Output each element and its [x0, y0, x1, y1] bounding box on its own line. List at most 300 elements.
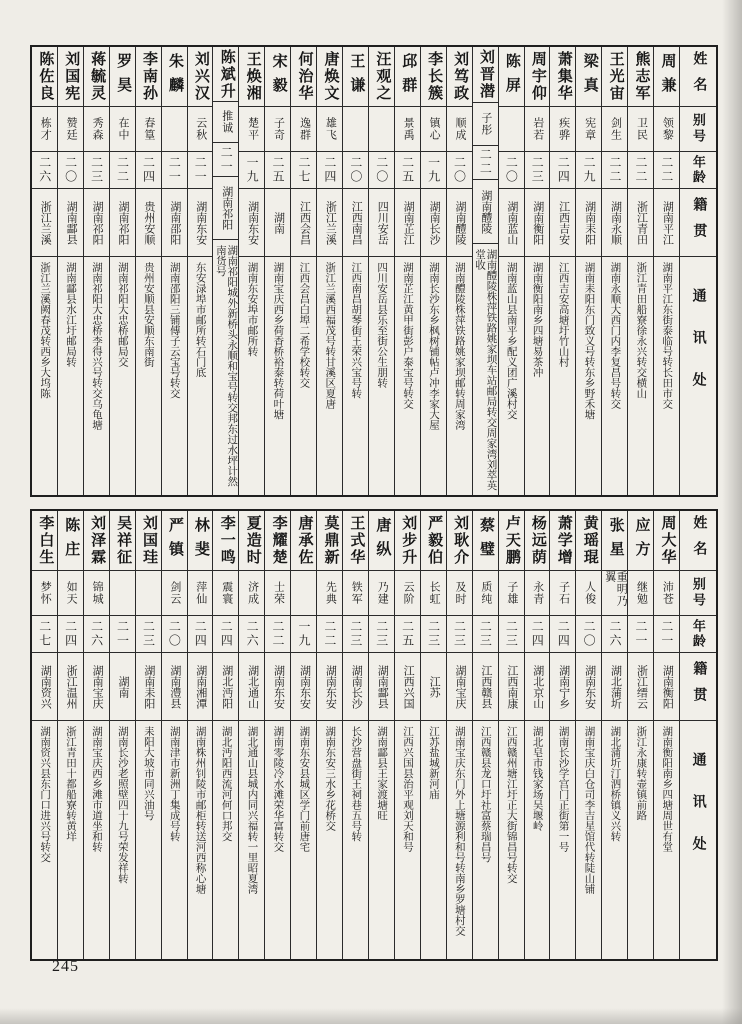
entry-name — [576, 511, 601, 571]
entry-alias — [188, 107, 213, 152]
entry-alias — [58, 107, 83, 152]
entry-native-place-text: 江西南昌 — [350, 200, 363, 245]
entry-age — [84, 152, 109, 189]
entry-alias — [84, 107, 109, 152]
entry-native-place — [110, 653, 135, 721]
entry-name-text: 吴祥征 — [115, 515, 132, 566]
entry-age-text: 二四 — [63, 620, 78, 648]
entry-address — [499, 257, 524, 495]
entry-address-text: 湖南平江东街泰临号转长田市交 — [661, 262, 673, 409]
entry-alias — [32, 107, 57, 152]
header-column — [680, 47, 716, 495]
header-address-label — [680, 257, 716, 495]
entry-alias-text: 春篁 — [142, 117, 155, 141]
entry-age — [162, 152, 187, 189]
entry-age — [162, 616, 187, 653]
entry-age-text: 二六 — [608, 620, 623, 648]
entry-age-text: 二一 — [219, 145, 234, 174]
entry-native-place-text: 湖南醴陵 — [479, 189, 492, 234]
entry-age-text: 二七 — [37, 620, 52, 648]
entry-age-text: 二二 — [271, 620, 286, 648]
entry-native-place — [265, 653, 290, 721]
header-name-label-text: 姓名 — [691, 50, 707, 103]
entry-age — [628, 616, 653, 653]
entry-column — [58, 511, 84, 959]
entry-column — [447, 47, 473, 495]
entry-age — [265, 616, 290, 653]
entry-name — [447, 511, 472, 571]
entry-address-text: 湖南酃县王家渡塘旺 — [376, 726, 388, 821]
entry-name — [136, 511, 161, 571]
entry-name-text: 刘泽霖 — [89, 515, 106, 566]
entry-name-text: 严毅伯 — [426, 515, 443, 566]
entry-name — [602, 511, 627, 571]
entry-column — [162, 47, 188, 495]
entry-column — [628, 47, 654, 495]
entry-name — [473, 47, 498, 103]
roster-table-top — [30, 45, 718, 497]
entry-column — [32, 511, 58, 959]
entry-address — [317, 721, 342, 959]
entry-name-text: 陈斌升 — [218, 48, 235, 100]
entry-native-place — [473, 180, 498, 244]
entry-address-text: 湖南东安埠市邮所转 — [246, 262, 258, 357]
entry-address-text: 四川安岳县乐至街公生朋转 — [376, 262, 388, 388]
entry-name — [421, 511, 446, 571]
entry-name-text: 唐焕文 — [322, 51, 339, 102]
entry-alias — [447, 107, 472, 152]
header-native-place-label — [680, 653, 716, 721]
entry-address-text: 湖南长沙学宫门正街第一号 — [557, 726, 569, 852]
entry-age-text: 二六 — [245, 620, 260, 648]
entry-name — [628, 511, 653, 571]
entry-age — [602, 616, 627, 653]
entry-column — [447, 511, 473, 959]
entry-address — [550, 721, 575, 959]
entry-name-text: 唐承佐 — [296, 515, 313, 566]
entry-name — [343, 47, 368, 107]
entry-native-place — [317, 653, 342, 721]
entry-column — [32, 47, 58, 495]
entry-column — [188, 511, 214, 959]
entry-native-place-text: 湖南酃县 — [376, 664, 389, 709]
entry-name-text: 刘步升 — [400, 515, 417, 566]
entry-alias-text: 宪章 — [583, 117, 596, 141]
entry-age — [239, 152, 264, 189]
entry-name-text: 熊志军 — [633, 51, 650, 102]
entry-address-text: 湖南长沙老照壁四十九号荣发祥转 — [116, 726, 128, 884]
entry-name-text: 杨远荫 — [529, 515, 546, 566]
entry-alias — [213, 102, 238, 143]
entry-alias — [421, 571, 446, 616]
entry-address — [213, 240, 238, 495]
entry-age-text: 二〇 — [582, 620, 597, 648]
entry-address-text: 东安渌埠市邮所转石门底 — [194, 262, 206, 378]
entry-native-place-text: 湖南耒阳 — [583, 200, 596, 245]
entry-name — [136, 47, 161, 107]
entry-native-place — [395, 653, 420, 721]
entry-age-text: 二三 — [478, 620, 493, 648]
entry-column — [136, 511, 162, 959]
entry-column — [473, 511, 499, 959]
header-native-place-label-text: 籍贯 — [691, 196, 707, 249]
entry-column — [291, 511, 317, 959]
entry-alias — [317, 107, 342, 152]
entry-alias — [84, 571, 109, 616]
entry-column — [525, 47, 551, 495]
entry-alias — [576, 571, 601, 616]
entry-name — [110, 47, 135, 107]
entry-age — [369, 616, 394, 653]
entry-native-place-text: 湖南宝庆 — [453, 664, 466, 709]
entry-age-text: 一九 — [245, 156, 260, 184]
entry-address — [447, 721, 472, 959]
entry-age — [602, 152, 627, 189]
entry-name — [499, 47, 524, 107]
entry-column — [395, 511, 421, 959]
entry-age-text: 二〇 — [374, 156, 389, 184]
entry-alias — [136, 571, 161, 616]
entry-name-text: 何治华 — [296, 51, 313, 102]
entry-native-place-text: 湖南东安 — [583, 664, 596, 709]
entry-native-place — [239, 189, 264, 257]
entry-address-text: 浙江青田船寮徐永兴转交横山 — [635, 262, 647, 399]
entry-age — [421, 616, 446, 653]
entry-age-text: 二三 — [374, 620, 389, 648]
entry-address — [369, 721, 394, 959]
entry-native-place — [369, 653, 394, 721]
entry-address — [265, 257, 290, 495]
entry-native-place — [188, 189, 213, 257]
entry-address — [343, 257, 368, 495]
entry-age-text: 二四 — [556, 156, 571, 184]
entry-native-place — [239, 653, 264, 721]
entry-name — [291, 511, 316, 571]
entry-address — [628, 257, 653, 495]
entry-column — [395, 47, 421, 495]
entry-address — [576, 257, 601, 495]
entry-alias-text: 子奇 — [272, 117, 285, 141]
entry-name-text: 卢天鹏 — [503, 515, 520, 566]
entry-alias — [628, 107, 653, 152]
entry-address-text: 耒阳大坡市同兴油号 — [142, 726, 154, 821]
entry-alias — [550, 571, 575, 616]
entry-age-text: 二一 — [633, 620, 648, 648]
entry-age — [188, 152, 213, 189]
entry-alias-text: 子雄 — [505, 581, 518, 605]
entry-native-place — [447, 653, 472, 721]
entry-column — [343, 511, 369, 959]
entry-age — [265, 152, 290, 189]
entry-native-place — [162, 653, 187, 721]
entry-column — [369, 511, 395, 959]
entry-native-place-text: 湖南宝庆 — [91, 664, 104, 709]
entry-native-place-text: 湖南长沙 — [350, 664, 363, 709]
entry-address-text: 湖南零陵冷水滩荣华富转交 — [272, 726, 284, 852]
entry-address-text: 湖南酃县水江圩邮局转 — [65, 262, 77, 367]
entry-address — [654, 721, 679, 959]
entry-name — [58, 47, 83, 107]
entry-address-text: 江苏盐城新河庙 — [427, 726, 439, 800]
entry-native-place-text: 湖南东安 — [324, 664, 337, 709]
entry-column — [473, 47, 499, 495]
entry-alias — [525, 571, 550, 616]
entry-alias — [110, 571, 135, 616]
entry-native-place-text: 湖南祁阳 — [220, 186, 233, 231]
entry-address-text: 湖南株州钊陵市邮柜转送河西称心塘 — [194, 726, 206, 894]
entry-age — [654, 616, 679, 653]
header-age-label — [680, 152, 716, 189]
entry-native-place-text: 湖南 — [272, 211, 285, 234]
entry-address — [58, 721, 83, 959]
entry-name-text: 刘国珪 — [141, 515, 158, 566]
entry-alias-text: 锦城 — [91, 581, 104, 605]
entry-name-text: 刘兴汉 — [192, 51, 209, 102]
entry-native-place — [136, 189, 161, 257]
entry-name — [421, 47, 446, 107]
entry-name-text: 陈庄 — [63, 516, 80, 565]
header-alias-label — [680, 571, 716, 616]
entry-column — [654, 47, 680, 495]
entry-alias — [188, 571, 213, 616]
entry-alias — [602, 107, 627, 152]
entry-name — [291, 47, 316, 107]
entry-alias-text: 沛苍 — [661, 581, 674, 605]
entry-address — [628, 721, 653, 959]
entry-native-place — [628, 653, 653, 721]
entry-name-text: 宋毅 — [270, 52, 287, 101]
entry-native-place-text: 湖南东安 — [246, 200, 259, 245]
entry-age-text: 二一 — [115, 620, 130, 648]
entry-native-place — [447, 189, 472, 257]
entry-column — [525, 511, 551, 959]
entry-native-place-text: 湖北沔阳 — [220, 664, 233, 709]
entry-column — [265, 511, 291, 959]
entry-name — [369, 511, 394, 571]
entry-address — [58, 257, 83, 495]
entry-native-place-text: 湖南资兴 — [39, 664, 52, 709]
entry-address — [84, 257, 109, 495]
entry-alias-text: 如天 — [65, 581, 78, 605]
entry-column — [317, 47, 343, 495]
entry-name — [525, 511, 550, 571]
entry-address — [265, 721, 290, 959]
entry-name — [550, 47, 575, 107]
entry-name-text: 严镇 — [166, 516, 183, 565]
entry-alias — [291, 571, 316, 616]
entry-name-text: 邱群 — [400, 52, 417, 101]
entry-alias — [473, 571, 498, 616]
entry-address-text: 湖南宝庆西乡滩市道坐和转 — [90, 726, 102, 852]
entry-native-place — [602, 189, 627, 257]
entry-address-text: 湖南醴陵株萍铁路姚家坝邮转周家湾 — [453, 262, 465, 430]
entry-native-place — [576, 189, 601, 257]
entry-name — [84, 511, 109, 571]
entry-age — [188, 616, 213, 653]
entry-native-place-text: 湖南东安 — [194, 200, 207, 245]
entry-address — [421, 257, 446, 495]
entry-native-place — [343, 189, 368, 257]
entry-name — [32, 47, 57, 107]
entry-column — [602, 47, 628, 495]
entry-alias-text: 先典 — [324, 581, 337, 605]
entry-native-place — [291, 653, 316, 721]
entry-alias — [239, 571, 264, 616]
header-name-label-text: 姓名 — [691, 514, 707, 567]
entry-address-text: 湖南宝庆西乡荷香桥裕泰转荷叶塘 — [272, 262, 284, 420]
header-age-label — [680, 616, 716, 653]
entry-name — [499, 511, 524, 571]
entry-native-place-text: 湖南澧县 — [168, 664, 181, 709]
entry-column — [136, 47, 162, 495]
entry-age-text: 二三 — [141, 620, 156, 648]
entry-address — [602, 721, 627, 959]
entry-age-text: 二〇 — [452, 156, 467, 184]
entry-age — [421, 152, 446, 189]
entry-name — [628, 47, 653, 107]
entry-native-place-text: 湖南湘潭 — [194, 664, 207, 709]
entry-address-text: 湖南衡阳南乡四塘易茶冲 — [531, 262, 543, 378]
entry-alias-text: 人俊 — [583, 581, 596, 605]
entry-name — [654, 47, 679, 107]
entry-native-place — [188, 653, 213, 721]
entry-alias-text: 赞廷 — [65, 117, 78, 141]
header-alias-label-text: 别号 — [690, 577, 706, 609]
entry-native-place — [58, 653, 83, 721]
entry-column — [84, 511, 110, 959]
header-alias-label — [680, 107, 716, 152]
entry-address — [525, 721, 550, 959]
entry-alias-text: 铁军 — [350, 581, 363, 605]
entry-name — [265, 511, 290, 571]
entry-native-place — [550, 653, 575, 721]
entry-age-text: 二四 — [530, 620, 545, 648]
entry-address-text: 湖南宝庆白仓司李吉星馆代转陡山铺 — [583, 726, 595, 894]
entry-address — [343, 721, 368, 959]
entry-age — [84, 616, 109, 653]
entry-age — [473, 146, 498, 181]
entry-column — [265, 47, 291, 495]
entry-alias — [110, 107, 135, 152]
entry-native-place-text: 湖南永顺 — [609, 200, 622, 245]
entry-age-text: 二一 — [659, 620, 674, 648]
entry-native-place-text: 湖南衡阳 — [531, 200, 544, 245]
entry-native-place — [654, 189, 679, 257]
entry-name — [395, 511, 420, 571]
entry-age — [550, 152, 575, 189]
entry-alias-text: 永青 — [531, 581, 544, 605]
entry-alias-text: 震寰 — [220, 581, 233, 605]
entry-address — [395, 257, 420, 495]
entry-address-text: 湖南长沙东乡枫树铺帖卢冲李家大屋 — [427, 262, 439, 430]
entry-address-text: 湖南邵阳三铺傅子云宝号转交 — [168, 262, 180, 399]
entry-name — [602, 47, 627, 107]
entry-native-place — [317, 189, 342, 257]
entry-alias — [473, 103, 498, 145]
entry-address-text: 湖南蓝山县南平乡配义团广溪村交 — [505, 262, 517, 420]
header-native-place-label — [680, 189, 716, 257]
entry-name-text: 林斐 — [192, 516, 209, 565]
entry-age-text: 二六 — [37, 156, 52, 184]
entry-native-place-text: 湖南 — [117, 675, 129, 698]
entry-name-text: 刘笃政 — [452, 51, 469, 102]
entry-alias — [136, 107, 161, 152]
entry-age-text: 二三 — [426, 620, 441, 648]
entry-age — [239, 616, 264, 653]
entry-age — [317, 152, 342, 189]
entry-alias-text: 栋才 — [39, 117, 52, 141]
entry-address-text: 湖北沔阳西流河何口邦交 — [220, 726, 232, 842]
entry-alias-text: 长虹 — [428, 581, 441, 605]
entry-column — [84, 47, 110, 495]
entry-age-text: 二五 — [400, 156, 415, 184]
entry-address-text: 湖南衡阳南乡四塘周世有堂 — [661, 726, 673, 852]
entry-alias-text: 梦怀 — [39, 581, 52, 605]
entry-age — [136, 616, 161, 653]
entry-age-text: 二〇 — [348, 156, 363, 184]
entry-alias-text: 剑云 — [168, 581, 181, 605]
entry-native-place — [213, 653, 238, 721]
entry-native-place — [265, 189, 290, 257]
entry-name — [525, 47, 550, 107]
entry-native-place-text: 湖北蒲圻 — [609, 664, 622, 709]
entry-column — [499, 511, 525, 959]
entry-native-place — [58, 189, 83, 257]
entry-native-place-text: 浙江兰溪 — [324, 200, 337, 245]
entry-native-place-text: 湖南邵阳 — [168, 200, 181, 245]
entry-column — [110, 47, 136, 495]
entry-name — [188, 511, 213, 571]
entry-name-text: 周宇仰 — [529, 51, 546, 102]
entry-age — [291, 152, 316, 189]
entry-address — [291, 721, 316, 959]
entry-column — [550, 47, 576, 495]
entry-name-text: 莫鼎新 — [322, 515, 339, 566]
header-age-label-text: 年龄 — [690, 155, 706, 185]
entry-native-place-text: 湖南东安 — [272, 664, 285, 709]
entry-address — [136, 257, 161, 495]
header-age-label-text: 年龄 — [690, 619, 706, 649]
entry-alias — [447, 571, 472, 616]
entry-alias-text: 剑生 — [609, 117, 622, 141]
entry-name-text: 刘国宪 — [63, 51, 80, 102]
page-number: 245 — [52, 958, 79, 975]
entry-age — [343, 616, 368, 653]
entry-address-text: 浙江兰溪西福茂号转甘溪区夏唐 — [324, 262, 336, 409]
entry-name — [58, 511, 83, 571]
entry-age — [110, 152, 135, 189]
entry-age — [654, 152, 679, 189]
entry-age-text: 二三 — [452, 620, 467, 648]
entry-address-text: 湖南永顺大西门内李复昌号转交 — [609, 262, 621, 409]
entry-address-text: 江西南昌胡琴街王荣兴宝号转 — [350, 262, 362, 399]
entry-native-place — [32, 653, 57, 721]
entry-column — [343, 47, 369, 495]
entry-name — [188, 47, 213, 107]
entry-address-text: 贵州安顺县安顺东南街 — [142, 262, 154, 367]
entry-native-place-text: 四川安岳 — [376, 200, 389, 245]
entry-name — [162, 47, 187, 107]
entry-alias-text: 乃建 — [376, 581, 389, 605]
entry-address-text: 湖南祁阳城外新桥头永顺和宝号转交邦东过水坪计然南货号 — [214, 244, 238, 487]
entry-name — [395, 47, 420, 107]
entry-address — [317, 257, 342, 495]
entry-address — [110, 257, 135, 495]
entry-address-text: 湖南祁阳大忠桥邮局交 — [116, 262, 128, 367]
entry-column — [576, 47, 602, 495]
tables-wrap — [30, 45, 718, 961]
entry-native-place-text: 江西吉安 — [557, 200, 570, 245]
